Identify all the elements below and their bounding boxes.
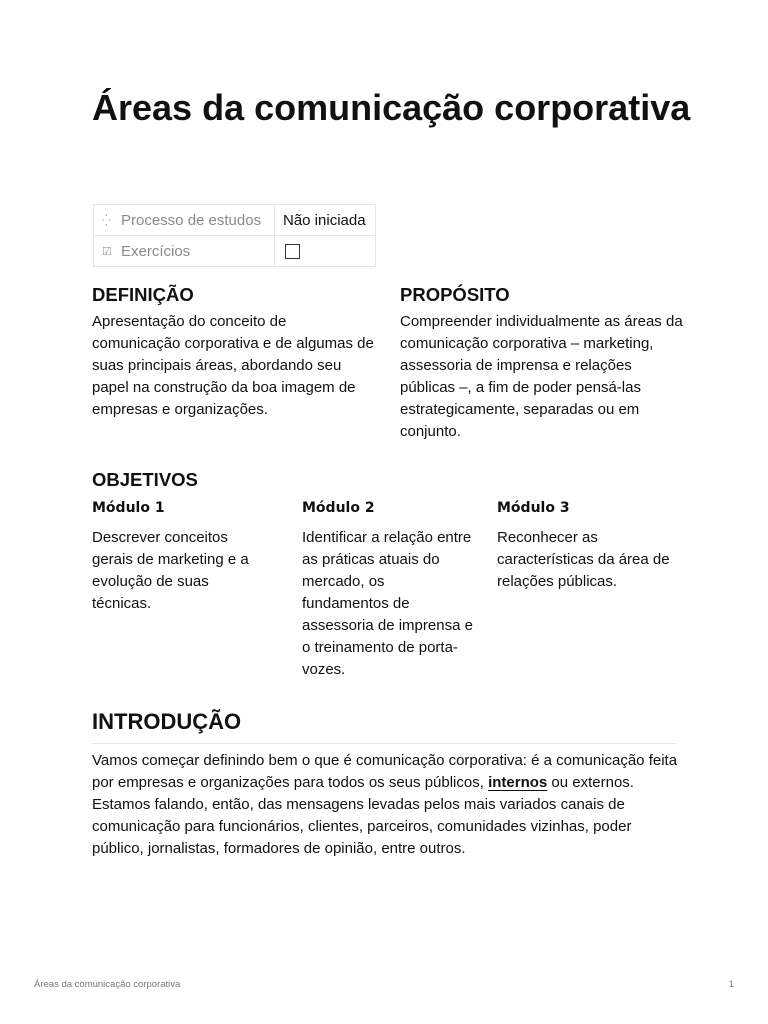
introducao-heading: INTRODUÇÃO [92,709,242,734]
property-key-cell [94,205,275,236]
module-1-text: Descrever conceitos gerais de marketing e a evolução de suas técnicas. [92,529,249,612]
footer-page-number: 1 [728,979,734,990]
internos-link[interactable]: internos [488,774,548,791]
loading-icon: ⁛ [102,215,111,228]
module-3-text: Reconhecer as características da área de relações públicas. [497,529,670,590]
exercises-checkbox[interactable] [285,244,300,259]
properties-table [93,204,376,267]
definicao-heading: DEFINIÇÃO [92,284,194,305]
exercises-value [275,236,376,267]
objetivos-heading: OBJETIVOS [92,469,198,490]
proposito-heading: PROPÓSITO [400,284,510,305]
property-key-cell [94,236,275,267]
status-value[interactable]: Não iniciada [275,205,376,236]
footer-title: Áreas da comunicação corporativa [34,979,181,990]
introducao-text [92,750,682,860]
module-1-title: Módulo 1 [92,500,165,516]
property-label: Exercícios [121,242,191,260]
property-label: Processo de estudos [121,211,262,229]
definicao-text: Apresentação do conceito de comunicação corporativa e de algumas de suas principais áreas, abordando seu papel na construção da boa imagem de empresas e organizações. [92,313,374,418]
page-title: Áreas da comunicação corporativa [92,87,691,128]
intro-text-end: ou externos. Estamos falando, então, das mensagens levadas pelos mais variados canais de comunicação para funcionários, clientes, parceiros, comunidades vizinhas, poder público, jornalistas, formadores de opinião, entre outros. [92,774,634,857]
module-2-text: Identificar a relação entre as práticas atuais do mercado, os fundamentos de assessoria de imprensa e o treinamento de porta-vozes. [302,529,473,678]
intro-text-start: Vamos começar definindo bem o que é comunicação corporativa: é a comunicação feita por empresas e organizações para todos os seus públicos, [92,752,678,791]
property-row [94,236,376,267]
module-3-title: Módulo 3 [497,500,570,516]
module-2-title: Módulo 2 [302,500,375,516]
proposito-text: Compreender individualmente as áreas da comunicação corporativa – marketing, assessoria de imprensa e relações públicas –, a fim de poder pensá-las estrategicamente, separadas ou em conjunto. [400,313,683,440]
property-row [94,205,376,236]
divider [92,743,676,744]
checkbox-icon: ☑ [102,246,112,259]
